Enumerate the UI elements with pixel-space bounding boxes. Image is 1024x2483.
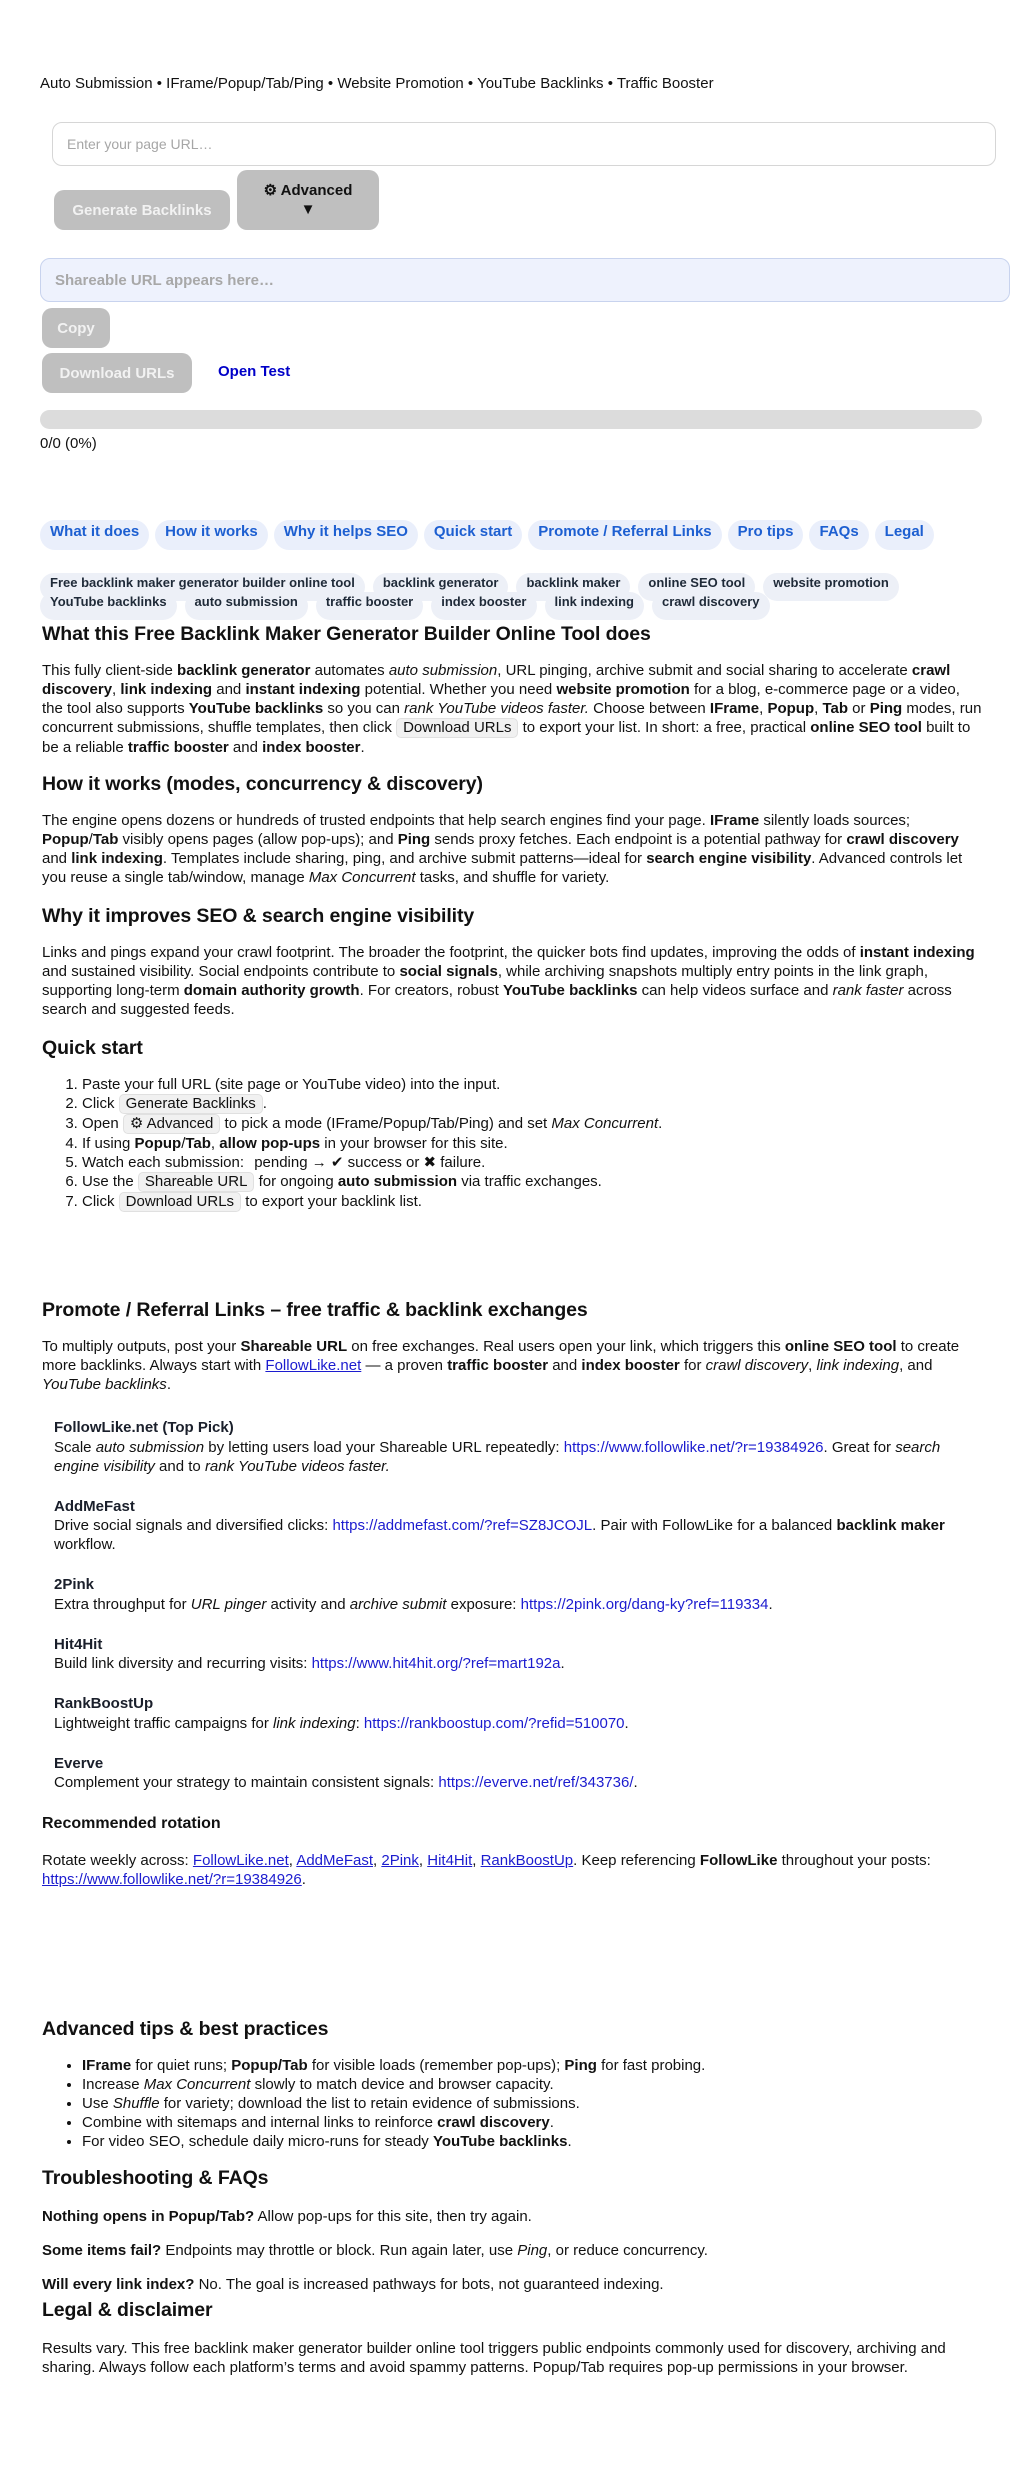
nav-how-it-works[interactable]: How it works	[155, 520, 268, 550]
keyword-tag: auto submission	[185, 592, 308, 620]
section-paragraph: The engine opens dozens or hundreds of trusted endpoints that help search engines find your page. IFrame silently loads sources; Popup/Tab visibly opens pages (allow pop-ups); and Ping sends proxy fetches. Each endpoint is a potential pathway for crawl discovery and link indexing. Templates include sharing, ping, and archive submit patterns—ideal for search engine visibility. Advanced controls let you reuse a single tab/window, manage Max Concurrent tasks, and shuffle for variety.	[42, 812, 963, 887]
section-title: Legal & disclaimer	[42, 2299, 213, 2321]
tips-list	[42, 2056, 982, 2151]
step-item: 1. Paste your full URL (site page or YouTube video) into the input.	[82, 1075, 982, 1094]
nav-faqs[interactable]: FAQs	[809, 520, 868, 550]
rotation-link-hit4hit[interactable]: Hit4Hit	[427, 1852, 473, 1870]
section-nav	[40, 520, 940, 540]
inline-shareable-chip: Shareable URL	[138, 1172, 255, 1192]
chevron-down-icon: ▼	[300, 201, 316, 218]
referral-item-hit4hit: Hit4Hit Build link diversity and recurring visits: https://www.hit4hit.org/?ref=mart192a.	[54, 1635, 565, 1673]
section-promote-referral	[42, 1298, 982, 1889]
section-title: What this Free Backlink Maker Generator Builder Online Tool does	[42, 623, 651, 645]
section-title: Quick start	[42, 1037, 143, 1059]
referral-item-followlike: FollowLike.net (Top Pick) Scale auto submission by letting users load your Shareable URL repeatedly: https://www.followlike.net/?r=19384926. Great for search engine visibility and to rank YouTube videos faster.	[54, 1419, 941, 1475]
keyword-tag: link indexing	[545, 592, 644, 620]
advanced-toggle-button[interactable]	[237, 170, 379, 230]
legal-paragraph: Results vary. This free backlink maker generator builder online tool triggers public endpoints commonly used for discovery, archiving and sharing. Always follow each platform’s terms and avoid spammy patterns. Popup/Tab requires pop-up permissions in your browser.	[42, 2340, 946, 2377]
referral-item-rankboostup: RankBoostUp Lightweight traffic campaigns for link indexing: https://rankboostup.com/?refid=510070.	[54, 1695, 629, 1732]
section-paragraph: To multiply outputs, post your Shareable URL on free exchanges. Real users open your link, which triggers this online SEO tool to create more backlinks. Always start with FollowLike.net — a proven traffic booster and index booster for crawl discovery, link indexing, and YouTube backlinks.	[42, 1338, 960, 1394]
tip-item: • IFrame for quiet runs; Popup/Tab for visible loads (remember pop-ups); Ping for fast probing.	[82, 2056, 982, 2075]
section-legal	[42, 2298, 982, 2377]
referral-item-2pink: 2Pink Extra throughput for URL pinger activity and archive submit exposure: https://2pink.org/dang-ky?ref=119334.	[54, 1576, 773, 1613]
keyword-tag: website promotion	[763, 573, 899, 601]
rotation-link-addmefast[interactable]: AddMeFast	[296, 1852, 374, 1870]
open-test-link[interactable]: Open Test	[218, 363, 291, 380]
progress-bar	[40, 410, 982, 429]
tagline: Auto Submission • IFrame/Popup/Tab/Ping • Website Promotion • YouTube Backlinks • Traffic Booster	[40, 75, 714, 92]
step-item: 3. Open ⚙ Advanced to pick a mode (IFrame/Popup/Tab/Ping) and set Max Concurrent.	[82, 1114, 982, 1134]
pending-status: pending	[254, 1154, 308, 1172]
keyword-tag: online SEO tool	[638, 573, 755, 601]
section-paragraph: Links and pings expand your crawl footprint. The broader the footprint, the quicker bots find updates, improving the odds of instant indexing and sustained visibility. Social endpoints contribute to social signals, while archiving snapshots multiply entry points in the link graph, supporting long-term domain authority growth. For creators, robust YouTube backlinks can help videos surface and rank faster across search and suggested feeds.	[42, 944, 975, 1019]
section-pro-tips	[42, 2017, 982, 2151]
step-item: 7. Click Download URLs to export your backlink list.	[82, 1192, 982, 1212]
keyword-tag: index booster	[431, 592, 536, 620]
rotation-title: Recommended rotation	[42, 1815, 221, 1833]
rotation-link-followlike[interactable]: FollowLike.net	[192, 1852, 289, 1870]
faq-item: Some items fail? Endpoints may throttle or block. Run again later, use Ping, or reduce concurrency.	[42, 2242, 708, 2260]
referral-item-addmefast: AddMeFast Drive social signals and diversified clicks: https://addmefast.com/?ref=SZ8JCOJL. Pair with FollowLike for a balanced backlink maker workflow.	[54, 1497, 945, 1554]
nav-legal[interactable]: Legal	[875, 520, 934, 550]
progress-label: 0/0 (0%)	[40, 435, 97, 452]
referral-link[interactable]: https://www.hit4hit.org/?ref=mart192a	[311, 1655, 561, 1673]
inline-download-urls-chip: Download URLs	[396, 718, 518, 738]
section-how-it-works	[42, 772, 982, 887]
keyword-tag: Free backlink maker generator builder online tool	[40, 573, 365, 601]
nav-promote-referral[interactable]: Promote / Referral Links	[528, 520, 721, 550]
advanced-label: ⚙ Advanced	[263, 181, 353, 199]
step-item: 6. Use the Shareable URL for ongoing auto submission via traffic exchanges.	[82, 1172, 982, 1192]
section-quick-start	[42, 1036, 982, 1212]
shareable-url-field[interactable]	[40, 258, 1010, 302]
tip-item: • For video SEO, schedule daily micro-runs for steady YouTube backlinks.	[82, 2132, 982, 2151]
keyword-tag: crawl discovery	[652, 592, 770, 620]
referral-link[interactable]: https://www.followlike.net/?r=19384926	[563, 1438, 824, 1456]
keyword-tag: backlink generator	[373, 573, 509, 601]
inline-advanced-chip: ⚙ Advanced	[123, 1114, 221, 1134]
nav-pro-tips[interactable]: Pro tips	[728, 520, 804, 550]
section-faqs	[42, 2166, 982, 2294]
download-urls-button[interactable]: Download URLs	[42, 353, 192, 393]
step-item: 2. Click Generate Backlinks .	[82, 1094, 982, 1114]
tip-item: • Use Shuffle for variety; download the list to retain evidence of submissions.	[82, 2094, 982, 2113]
keyword-tag: YouTube backlinks	[40, 592, 177, 620]
section-title: Advanced tips & best practices	[42, 2018, 329, 2040]
faq-item: Will every link index? No. The goal is increased pathways for bots, not guaranteed indexing.	[42, 2276, 664, 2294]
tip-item: • Increase Max Concurrent slowly to match device and browser capacity.	[82, 2075, 982, 2094]
step-item: 5. Watch each submission: pending → ✔ success or ✖ failure.	[82, 1153, 982, 1172]
section-paragraph: This fully client-side backlink generator automates auto submission, URL pinging, archive submit and social sharing to accelerate crawl discovery, link indexing and instant indexing potential. Whether you need website promotion for a blog, e-commerce page or a video, the tool also supports YouTube backlinks so you can rank YouTube videos faster. Choose between IFrame, Popup, Tab or Ping modes, run concurrent submissions, shuffle templates, then click Download URLs to export your list. In short: a free, practical online SEO tool built to be a reliable traffic booster and index booster.	[42, 662, 982, 757]
faq-item: Nothing opens in Popup/Tab? Allow pop-ups for this site, then try again.	[42, 2208, 532, 2226]
referral-link[interactable]: https://2pink.org/dang-ky?ref=119334	[520, 1595, 769, 1613]
referral-link[interactable]: https://addmefast.com/?ref=SZ8JCOJL	[332, 1517, 593, 1535]
rotation-link-2pink[interactable]: 2Pink	[381, 1852, 419, 1870]
copy-button[interactable]: Copy	[42, 308, 110, 348]
section-why-seo	[42, 904, 982, 1019]
inline-generate-chip: Generate Backlinks	[119, 1094, 263, 1114]
section-what-it-does	[42, 622, 982, 757]
quick-start-steps	[42, 1075, 982, 1212]
section-title: Promote / Referral Links – free traffic & backlink exchanges	[42, 1299, 588, 1321]
rotation-followlike-url[interactable]: https://www.followlike.net/?r=19384926	[42, 1871, 302, 1889]
nav-quick-start[interactable]: Quick start	[424, 520, 522, 550]
inline-download-chip: Download URLs	[119, 1192, 241, 1212]
nav-what-it-does[interactable]: What it does	[40, 520, 149, 550]
followlike-link[interactable]: FollowLike.net	[265, 1357, 362, 1375]
rotation-paragraph: Rotate weekly across: FollowLike.net, AddMeFast, 2Pink, Hit4Hit, RankBoostUp. Keep referencing FollowLike throughout your posts: https://www.followlike.net/?r=19384926.	[42, 1852, 931, 1889]
section-title: How it works (modes, concurrency & discovery)	[42, 773, 483, 795]
keyword-tag: traffic booster	[316, 592, 423, 620]
generate-backlinks-button[interactable]: Generate Backlinks	[54, 190, 230, 230]
page-url-input[interactable]	[52, 122, 996, 166]
tip-item: • Combine with sitemaps and internal links to reinforce crawl discovery.	[82, 2113, 982, 2132]
keyword-tag: backlink maker	[516, 573, 630, 601]
keyword-tags	[40, 573, 980, 611]
section-title: Troubleshooting & FAQs	[42, 2167, 269, 2189]
referral-link[interactable]: https://rankboostup.com/?refid=510070	[363, 1714, 625, 1732]
referral-link[interactable]: https://everve.net/ref/343736/	[438, 1774, 634, 1792]
section-title: Why it improves SEO & search engine visibility	[42, 905, 475, 927]
nav-why-it-helps-seo[interactable]: Why it helps SEO	[274, 520, 418, 550]
rotation-link-rankboostup[interactable]: RankBoostUp	[480, 1852, 574, 1870]
referral-item-everve: Everve Complement your strategy to maintain consistent signals: https://everve.net/ref/343736/.	[54, 1754, 638, 1792]
step-item: 4. If using Popup/Tab, allow pop-ups in your browser for this site.	[82, 1134, 982, 1153]
